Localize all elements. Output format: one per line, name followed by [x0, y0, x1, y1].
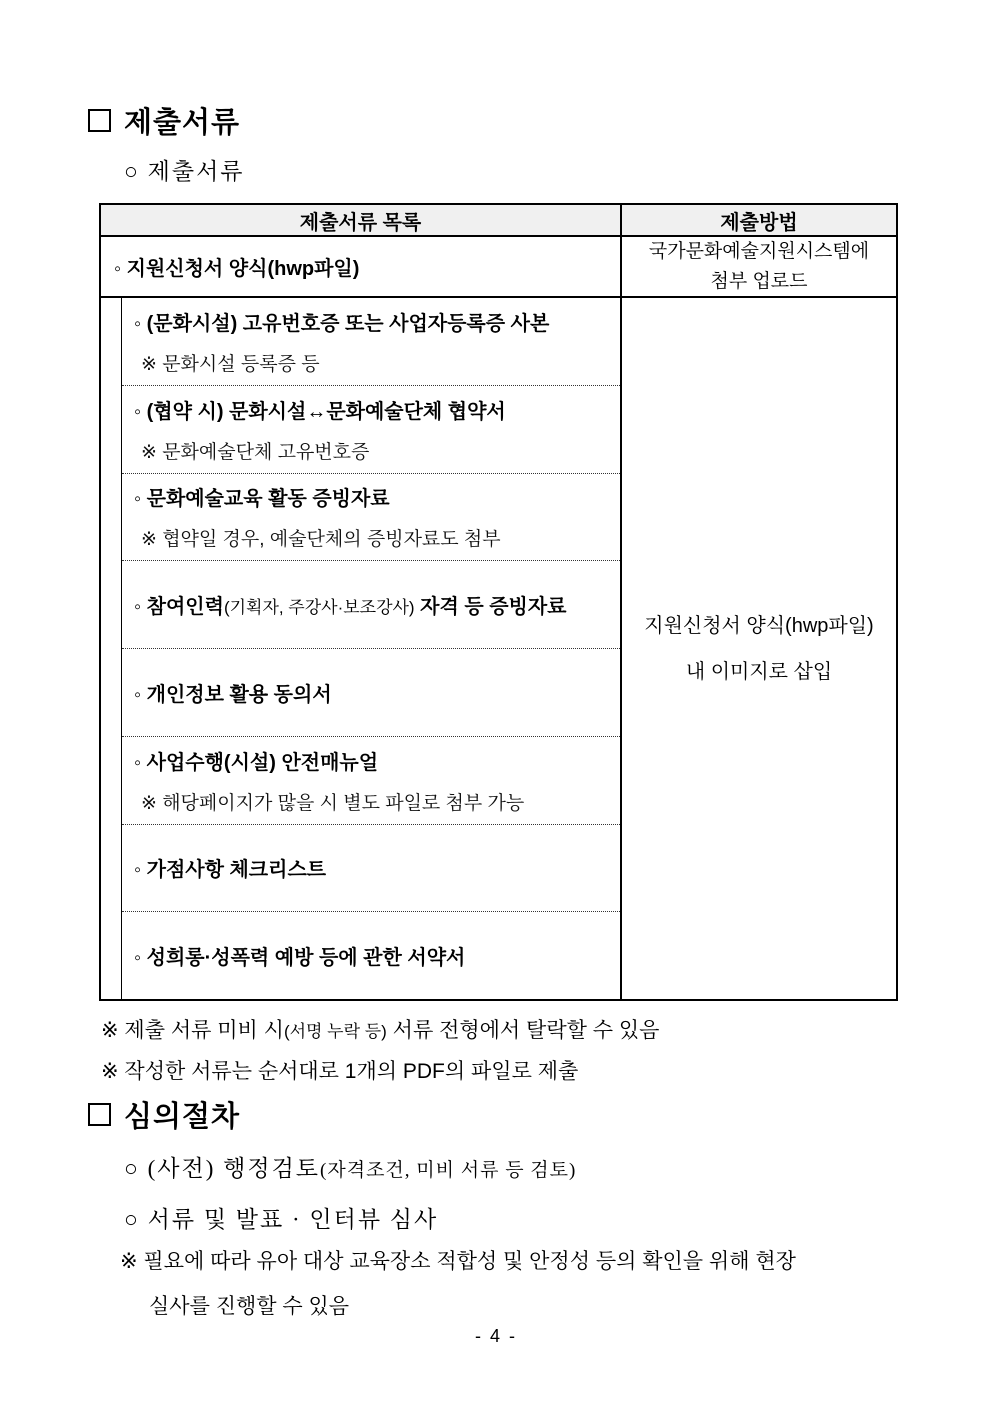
- checkbox-square-icon: [88, 1103, 111, 1126]
- doc-item-label: ◦ 문화예술교육 활동 증빙자료: [134, 488, 390, 511]
- table-row: [122, 737, 620, 825]
- submission-documents-table: [99, 203, 898, 1001]
- doc-item-label: ◦ 가점사항 체크리스트: [134, 859, 327, 882]
- header-method: 제출방법: [720, 211, 798, 234]
- section-title-text: 제출서류: [124, 107, 241, 139]
- doc-item-label: ◦ 사업수행(시설) 안전매뉴얼: [134, 751, 379, 774]
- attachment-list-cell: [101, 298, 622, 999]
- upload-method-line1: 국가문화예술지원시스템에: [648, 240, 870, 262]
- upload-method-line2: 첨부 업로드: [710, 270, 808, 292]
- table-row: [122, 825, 620, 913]
- table-row: [122, 298, 620, 386]
- section-title-submission-docs: [88, 100, 240, 141]
- cell-upload-method: [622, 237, 896, 296]
- doc-item-label: ◦ (문화시설) 고유번호증 또는 사업자등록증 사본: [134, 312, 550, 335]
- doc-item-label: [134, 590, 620, 619]
- insert-method-line1: 지원신청서 양식(hwp파일): [644, 614, 874, 637]
- header-doc-list: 제출서류 목록: [101, 205, 622, 235]
- review-item-admin-check: [124, 1150, 576, 1183]
- footnote-part: ※ 제출 서류 미비 시: [101, 1019, 284, 1042]
- doc-item-note: ※ 문화시설 등록증 등: [141, 353, 320, 375]
- table-merged-section: [101, 298, 896, 999]
- table-row-application-form: [101, 237, 896, 298]
- review-note-line2: 실사를 진행할 수 있음: [149, 1295, 350, 1318]
- cell-insert-method: [622, 298, 896, 999]
- table-row: [122, 649, 620, 737]
- doc-item-note: ※ 문화예술단체 고유번호증: [141, 441, 370, 463]
- review-item-interview: ○ 서류 및 발표 · 인터뷰 심사: [124, 1207, 439, 1232]
- footnote-paren: (서명 누락 등): [283, 1022, 387, 1041]
- checkbox-square-icon: [88, 109, 111, 132]
- insert-method-line2: 내 이미지로 삽입: [685, 660, 833, 683]
- attachment-rows: [122, 298, 620, 999]
- doc-item-label: ◦ (협약 시) 문화시설↔문화예술단체 협약서: [134, 400, 506, 423]
- review-note-line1: ※ 필요에 따라 유아 대상 교육장소 적합성 및 안정성 등의 확인을 위해 현장: [120, 1250, 796, 1273]
- footnote-part: 서류 전형에서 탈락할 수 있음: [386, 1019, 660, 1042]
- review-item-part: ○ (사전) 행정검토: [124, 1156, 321, 1181]
- section-title-text: 심의절차: [124, 1101, 241, 1133]
- indent-subcolumn: [101, 298, 122, 999]
- doc-item-paren: (기획자, 주강사·보조강사): [223, 598, 415, 618]
- section-title-review-process: [88, 1094, 240, 1135]
- doc-item-label-part: ◦ 참여인력: [134, 596, 224, 619]
- review-item-paren: (자격조건, 미비 서류 등 검토): [320, 1160, 577, 1181]
- table-row: [122, 386, 620, 474]
- table-footnote-2: ※ 작성한 서류는 순서대로 1개의 PDF의 파일로 제출: [101, 1060, 579, 1083]
- table-footnote-1: [101, 1014, 659, 1044]
- page-number: - 4 -: [474, 1326, 517, 1346]
- table-row: [122, 474, 620, 562]
- doc-item-note: ※ 협약일 경우, 예술단체의 증빙자료도 첨부: [141, 529, 501, 551]
- table-row: [122, 912, 620, 999]
- doc-item-label: ◦ 성희롱·성폭력 예방 등에 관한 서약서: [134, 947, 466, 970]
- doc-item-note: ※ 해당페이지가 많을 시 별도 파일로 첨부 가능: [141, 792, 525, 814]
- doc-item-label-part: 자격 등 증빙자료: [414, 596, 567, 619]
- table-header-row: [101, 205, 896, 237]
- doc-item-label: ◦ 개인정보 활용 동의서: [134, 683, 332, 706]
- table-row: [122, 561, 620, 649]
- cell-application-form: ◦ 지원신청서 양식(hwp파일): [101, 237, 622, 296]
- subsection-heading-submission-docs: ○ 제출서류: [124, 159, 245, 184]
